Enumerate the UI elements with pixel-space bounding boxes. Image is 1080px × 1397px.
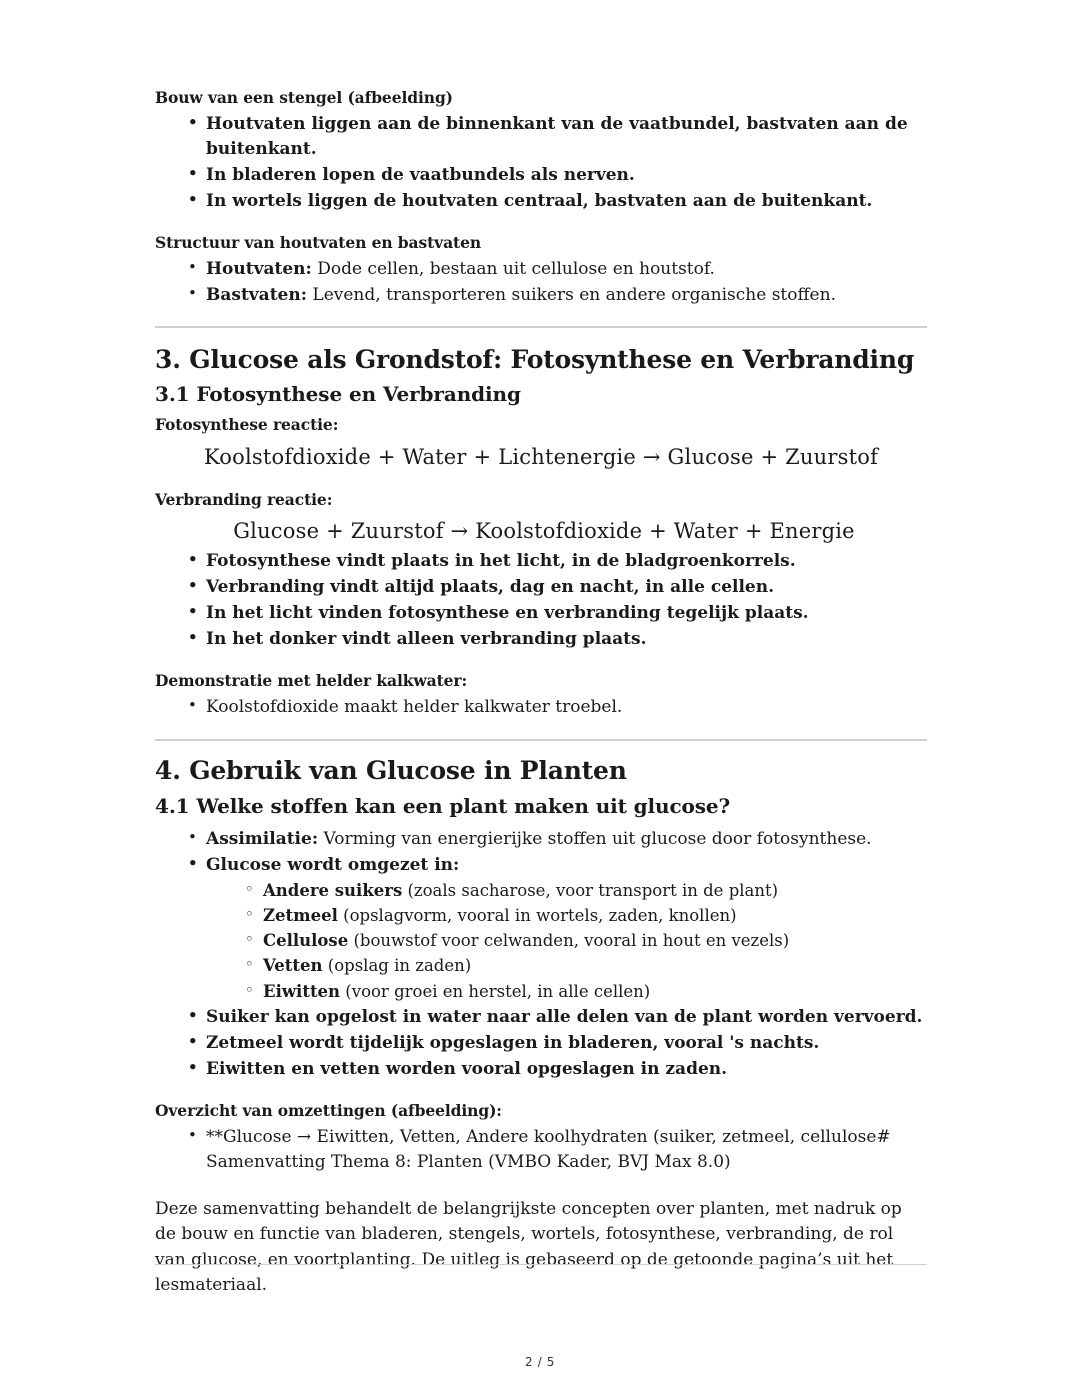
desc-eiwitten: (voor groei en herstel, in alle cellen) bbox=[340, 981, 651, 1001]
list-bouw-stengel bbox=[155, 112, 927, 214]
section-divider bbox=[155, 326, 927, 328]
label-demonstratie-kalkwater: Demonstratie met helder kalkwater: bbox=[155, 671, 468, 691]
list-item: • In wortels liggen de houtvaten centraal, bastvaten aan de buitenkant. bbox=[188, 189, 927, 214]
page-content bbox=[155, 88, 927, 1299]
list-item: • Koolstofdioxide maakt helder kalkwater troebel. bbox=[188, 695, 927, 720]
list-fotosynthese-verbranding bbox=[155, 549, 927, 652]
closing-paragraph: Deze samenvatting behandelt de belangrijkste concepten over planten, met nadruk op de bouw en functie van bladeren, stengels, wortels, fotosynthese, verbranding, de rol van glucose, en voortplanting. De uitleg is gebaseerd op de getoonde pagina’s uit het lesmateriaal. bbox=[155, 1198, 902, 1296]
list-item bbox=[245, 879, 927, 903]
desc-vetten: (opslag in zaden) bbox=[322, 956, 472, 976]
list-item: • Suiker kan opgelost in water naar alle delen van de plant worden vervoerd. bbox=[188, 1005, 927, 1030]
footer-divider-wrap bbox=[155, 1264, 927, 1265]
heading-structuur-houtvaten: Structuur van houtvaten en bastvaten bbox=[155, 232, 482, 252]
list-item: • Zetmeel wordt tijdelijk opgeslagen in bladeren, vooral 's nachts. bbox=[188, 1031, 927, 1056]
section-divider bbox=[155, 739, 927, 741]
equation-fotosynthese: Koolstofdioxide + Water + Lichtenergie → Glucose + Zuurstof bbox=[203, 444, 879, 469]
list-item: • **Glucose → Eiwitten, Vetten, Andere koolhydraten (suiker, zetmeel, cellulose# Samenvatting Thema 8: Planten (VMBO Kader, BVJ Max 8.0) bbox=[188, 1125, 927, 1175]
label-overzicht-omzettingen: Overzicht van omzettingen (afbeelding): bbox=[155, 1100, 502, 1120]
term-assimilatie: Assimilatie: bbox=[206, 828, 319, 849]
term-vetten: Vetten bbox=[263, 956, 323, 976]
page-number: 2 / 5 bbox=[525, 1355, 555, 1369]
desc-houtvaten: Dode cellen, bestaan uit cellulose en houtstof. bbox=[311, 258, 715, 279]
list-item bbox=[245, 904, 927, 928]
list-item bbox=[188, 827, 927, 852]
desc-bastvaten: Levend, transporteren suikers en andere organische stoffen. bbox=[307, 284, 836, 305]
list-item: • Houtvaten liggen aan de binnenkant van de vaatbundel, bastvaten aan de buitenkant. bbox=[188, 112, 927, 162]
label-fotosynthese-reactie: Fotosynthese reactie: bbox=[155, 415, 339, 434]
heading-section-4-1: 4.1 Welke stoffen kan een plant maken uit glucose? bbox=[155, 793, 731, 818]
list-glucose-stoffen bbox=[155, 827, 927, 1082]
list-item bbox=[188, 853, 927, 1004]
term-eiwitten: Eiwitten bbox=[263, 981, 341, 1001]
desc-assimilatie: Vorming van energierijke stoffen uit glucose door fotosynthese. bbox=[318, 828, 872, 849]
term-cellulose: Cellulose bbox=[263, 931, 349, 950]
term-andere-suikers: Andere suikers bbox=[263, 880, 403, 900]
list-item: • In het donker vindt alleen verbranding plaats. bbox=[188, 627, 927, 652]
list-item: • In bladeren lopen de vaatbundels als nerven. bbox=[188, 163, 927, 188]
page-title-section-4: 4. Gebruik van Glucose in Planten bbox=[155, 756, 627, 786]
desc-andere-suikers: (zoals sacharose, voor transport in de plant) bbox=[402, 880, 779, 900]
list-overzicht bbox=[155, 1125, 927, 1175]
heading-section-3-1: 3.1 Fotosynthese en Verbranding bbox=[155, 382, 521, 406]
list-item: • Verbranding vindt altijd plaats, dag en nacht, in alle cellen. bbox=[188, 575, 927, 600]
list-item: • In het licht vinden fotosynthese en verbranding tegelijk plaats. bbox=[188, 601, 927, 626]
list-item: • Fotosynthese vindt plaats in het licht, in de bladgroenkorrels. bbox=[188, 549, 927, 574]
desc-zetmeel: (opslagvorm, vooral in wortels, zaden, knollen) bbox=[337, 905, 737, 925]
list-item bbox=[245, 954, 927, 978]
list-item: • Eiwitten en vetten worden vooral opgeslagen in zaden. bbox=[188, 1057, 927, 1082]
footer-divider bbox=[155, 1264, 927, 1265]
page-title-section-3: 3. Glucose als Grondstof: Fotosynthese en Verbranding bbox=[155, 344, 915, 374]
list-demonstratie bbox=[155, 695, 927, 720]
list-item bbox=[245, 929, 927, 953]
equation-verbranding: Glucose + Zuurstof → Koolstofdioxide + Water + Energie bbox=[233, 519, 855, 544]
list-glucose-omzettingen bbox=[206, 879, 927, 1004]
heading-bouw-stengel: Bouw van een stengel (afbeelding) bbox=[155, 88, 453, 107]
list-item bbox=[188, 257, 927, 282]
desc-cellulose: (bouwstof voor celwanden, vooral in hout en vezels) bbox=[348, 931, 790, 950]
label-glucose-omgezet: Glucose wordt omgezet in: bbox=[206, 854, 460, 875]
term-bastvaten: Bastvaten: bbox=[206, 284, 308, 305]
label-verbranding-reactie: Verbranding reactie: bbox=[155, 490, 333, 510]
term-houtvaten: Houtvaten: bbox=[206, 258, 312, 279]
term-zetmeel: Zetmeel bbox=[263, 905, 338, 925]
list-item bbox=[245, 980, 927, 1004]
list-structuur bbox=[155, 257, 927, 308]
list-item bbox=[188, 283, 927, 308]
